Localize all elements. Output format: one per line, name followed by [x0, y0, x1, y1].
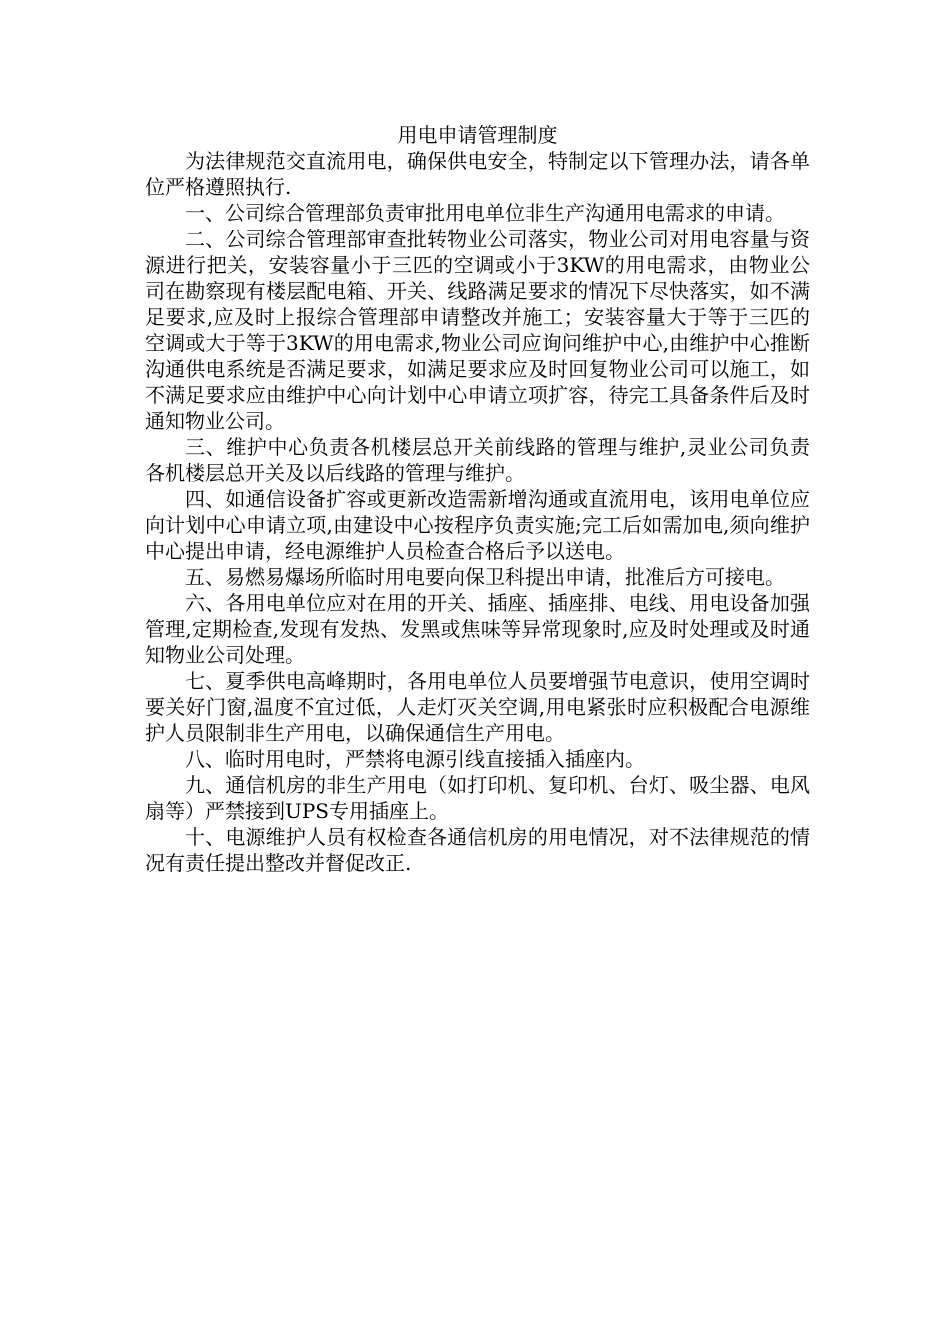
rule-item-6: 六、各用电单位应对在用的开关、插座、插座排、电线、用电设备加强管理,定期检查,发现有发热、发黑或焦味等异常现象时,应及时处理或及时通知物业公司处理。 [145, 591, 810, 667]
rule-item-7: 七、夏季供电高峰期时，各用电单位人员要增强节电意识，使用空调时要关好门窗,温度不宜过低，人走灯灭关空调,用电紧张时应积极配合电源维护人员限制非生产用电，以确保通信生产用电。 [145, 669, 810, 745]
document-title: 用电申请管理制度 [397, 123, 558, 147]
document-page [145, 122, 810, 876]
rule-item-1: 一、公司综合管理部负责审批用电单位非生产沟通用电需求的申请。 [185, 201, 785, 225]
rule-item-5: 五、易燃易爆场所临时用电要向保卫科提出申请，批准后方可接电。 [185, 565, 785, 589]
intro-paragraph: 为法律规范交直流用电，确保供电安全，特制定以下管理办法，请各单位严格遵照执行. [145, 149, 810, 199]
rule-item-2: 二、公司综合管理部审查批转物业公司落实，物业公司对用电容量与资源进行把关，安装容量小于三匹的空调或小于3KW的用电需求，由物业公司在勘察现有楼层配电箱、开关、线路满足要求的情况下尽快落实，如不满足要求,应及时上报综合管理部申请整改并施工；安装容量大于等于三匹的空调或大于等于3KW的用电需求,物业公司应询问维护中心,由维护中心推断沟通供电系统是否满足要求，如满足要求应及时回复物业公司可以施工，如不满足要求应由维护中心向计划中心申请立项扩容，待完工具备条件后及时通知物业公司。 [145, 227, 810, 433]
rule-item-8: 八、临时用电时，严禁将电源引线直接插入插座内。 [185, 747, 645, 771]
rule-item-10: 十、电源维护人员有权检查各通信机房的用电情况，对不法律规范的情况有责任提出整改并督促改正. [145, 825, 810, 875]
rule-item-3: 三、维护中心负责各机楼层总开关前线路的管理与维护,灵业公司负责各机楼层总开关及以后线路的管理与维护。 [145, 435, 810, 485]
rule-item-9: 九、通信机房的非生产用电（如打印机、复印机、台灯、吸尘器、电风扇等）严禁接到UPS专用插座上。 [145, 773, 810, 823]
rule-item-4: 四、如通信设备扩容或更新改造需新增沟通或直流用电，该用电单位应向计划中心申请立项,由建设中心按程序负责实施;完工后如需加电,须向维护中心提出申请，经电源维护人员检查合格后予以送电。 [145, 487, 810, 563]
